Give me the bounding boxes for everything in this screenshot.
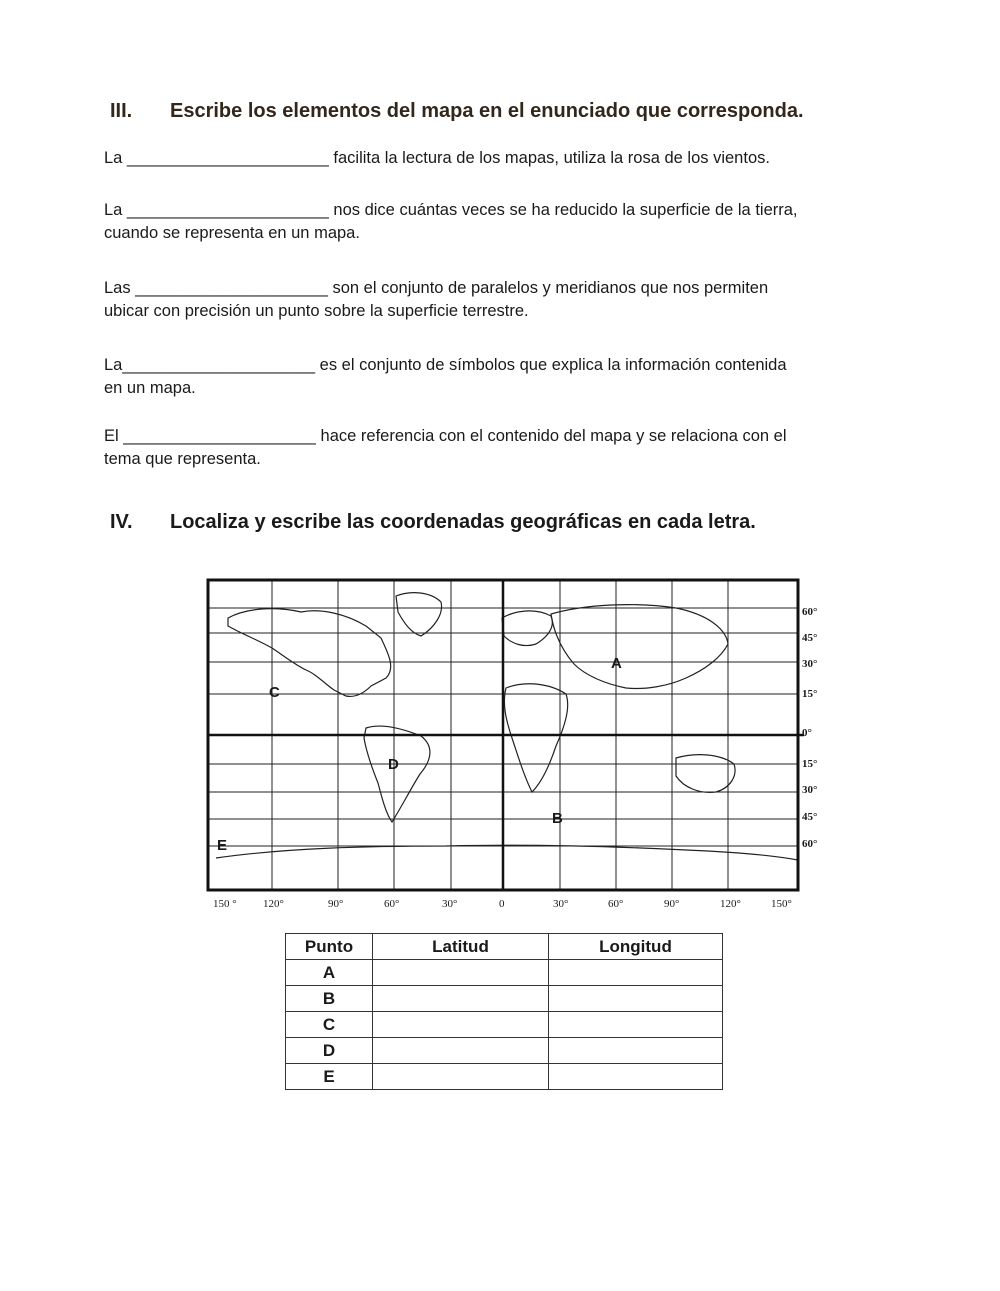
latitud-input-cell[interactable] — [373, 1064, 549, 1090]
longitud-input-cell[interactable] — [549, 1012, 723, 1038]
section-4-title: Localiza y escribe las coordenadas geográficas en cada letra. — [170, 511, 756, 533]
longitud-input-cell[interactable] — [549, 986, 723, 1012]
statement-4: La_____________________ es el conjunto de símbolos que explica la información contenida en un mapa. — [104, 356, 787, 397]
lat-label: 30° — [802, 784, 818, 796]
world-map — [206, 578, 806, 918]
greenland-outline — [396, 593, 442, 636]
europe-outline — [502, 611, 552, 646]
australia-outline — [676, 755, 735, 793]
table-header-row — [286, 934, 723, 960]
north-america-outline — [228, 609, 391, 697]
lat-label: 60° — [802, 606, 818, 618]
longitud-input-cell[interactable] — [549, 960, 723, 986]
section-3-number: III. — [110, 100, 133, 122]
lon-label: 120° — [720, 898, 741, 910]
lat-label: 15° — [802, 758, 818, 770]
south-america-outline — [364, 726, 430, 822]
statement-3: Las _____________________ son el conjunto de paralelos y meridianos que nos permiten ubicar con precisión un punto sobre la superficie terrestre. — [104, 279, 769, 320]
statement-1: La ______________________ facilita la lectura de los mapas, utiliza la rosa de los vientos. — [104, 149, 770, 167]
table-row — [286, 1038, 723, 1064]
statement-2: La ______________________ nos dice cuántas veces se ha reducido la superficie de la tierra, cuando se representa en un mapa. — [104, 201, 798, 242]
punto-cell: D — [286, 1038, 373, 1064]
lon-label: 150° — [771, 898, 792, 910]
lat-label: 0° — [802, 727, 812, 739]
lat-label: 60° — [802, 838, 818, 850]
lat-label: 15° — [802, 688, 818, 700]
coordinates-table — [285, 933, 723, 1090]
table-row — [286, 1012, 723, 1038]
statement-5: El _____________________ hace referencia con el contenido del mapa y se relaciona con el tema que representa. — [104, 427, 787, 468]
latitud-input-cell[interactable] — [373, 1038, 549, 1064]
lon-label: 30° — [553, 898, 569, 910]
africa-outline — [504, 684, 567, 792]
latitud-input-cell[interactable] — [373, 1012, 549, 1038]
section-4-number: IV. — [110, 511, 133, 533]
lat-label: 30° — [802, 658, 818, 670]
lon-label: 60° — [384, 898, 400, 910]
punto-cell: C — [286, 1012, 373, 1038]
lon-label: 60° — [608, 898, 624, 910]
header-longitud: Longitud — [549, 934, 723, 960]
map-point-d: D — [388, 756, 399, 773]
lat-label: 45° — [802, 632, 818, 644]
table-row — [286, 986, 723, 1012]
map-point-a: A — [611, 655, 622, 672]
section-3-title: Escribe los elementos del mapa en el enunciado que corresponda. — [170, 100, 804, 122]
world-map-graphic — [206, 578, 806, 898]
latitud-input-cell[interactable] — [373, 986, 549, 1012]
longitud-input-cell[interactable] — [549, 1038, 723, 1064]
header-latitud: Latitud — [373, 934, 549, 960]
table-row — [286, 960, 723, 986]
antarctica-outline — [216, 845, 798, 860]
lon-label: 30° — [442, 898, 458, 910]
lon-label: 0 — [499, 898, 505, 910]
lon-label: 120° — [263, 898, 284, 910]
map-point-e: E — [217, 837, 228, 854]
section-3-heading — [110, 100, 804, 123]
lon-label: 90° — [328, 898, 344, 910]
lon-label: 150 ° — [213, 898, 237, 910]
lat-label: 45° — [802, 811, 818, 823]
section-4-heading — [110, 511, 756, 534]
header-punto: Punto — [286, 934, 373, 960]
longitud-input-cell[interactable] — [549, 1064, 723, 1090]
punto-cell: A — [286, 960, 373, 986]
latitud-input-cell[interactable] — [373, 960, 549, 986]
asia-outline — [551, 605, 728, 689]
table-row — [286, 1064, 723, 1090]
lon-label: 90° — [664, 898, 680, 910]
punto-cell: B — [286, 986, 373, 1012]
punto-cell: E — [286, 1064, 373, 1090]
map-point-b: B — [552, 810, 563, 827]
map-point-c: C — [269, 684, 280, 701]
